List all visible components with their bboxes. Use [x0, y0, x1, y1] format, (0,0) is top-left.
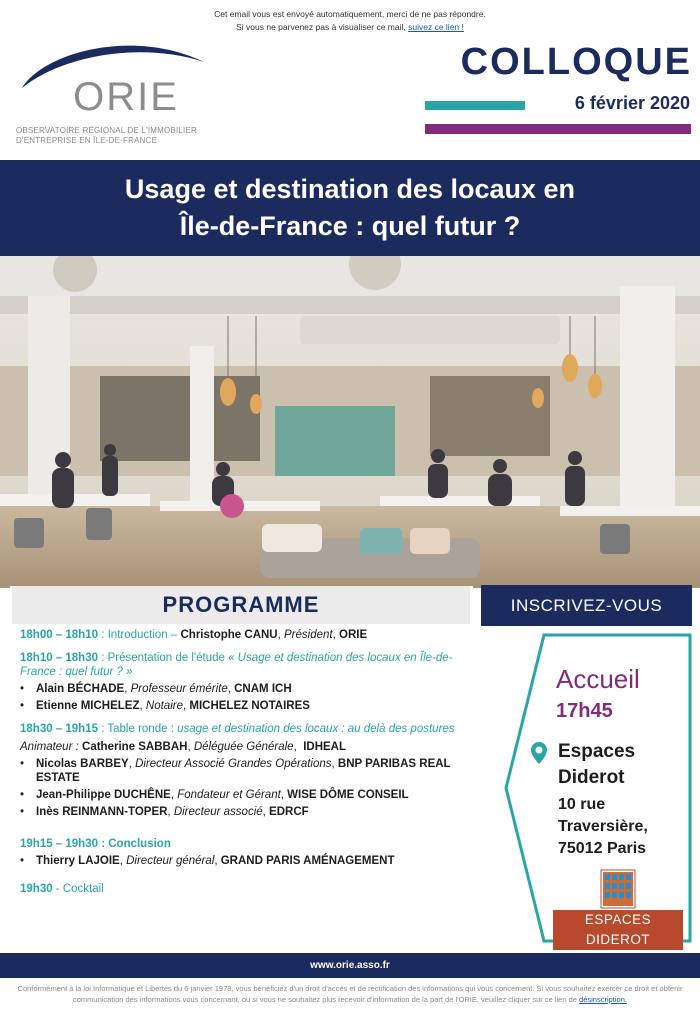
moderator-line: Animateur : Catherine SABBAH, Déléguée Générale, IDHEAL [20, 741, 346, 753]
speaker-item: • Jean-Philippe DUCHÊNE, Fondateur et Gérant, WISE DÔME CONSEIL [20, 788, 460, 802]
address-line-1: 10 rue [558, 796, 606, 813]
event-title-line-2: Île-de-France : quel futur ? [179, 211, 521, 241]
footer-band [0, 953, 700, 978]
logo-wordmark: ORIE [73, 75, 179, 119]
accueil-label: Accueil [556, 664, 640, 694]
event-title [40, 171, 660, 245]
session-conclusion [20, 837, 460, 851]
notice-line-2-text: Si vous ne parvenez pas à visualiser ce mail, [236, 22, 406, 32]
session-2-title: « Usage et destination des locaux en Île-de-France : quel futur ? » [20, 652, 453, 678]
speaker-item: • Etienne MICHELEZ, Notaire, MICHELEZ NOTAIRES [20, 699, 460, 713]
session-3-time: 18h30 – 19h15 [20, 723, 99, 735]
office-photo [0, 256, 700, 588]
speaker-item: • Nicolas BARBEY, Directeur Associé Grandes Opérations, BNP PARIBAS REAL ESTATE [20, 757, 460, 785]
event-type-title: COLLOQUE [460, 41, 692, 83]
notice-line-1: Cet email vous est envoyé automatiquement, merci de ne pas répondre. [214, 9, 486, 19]
speaker-org: CNAM ICH [234, 683, 292, 695]
speaker-name: Thierry LAJOIE [36, 855, 120, 867]
moderator-name: Catherine SABBAH [82, 741, 188, 753]
session-2-time: 18h10 – 18h30 [20, 652, 99, 664]
event-title-band [0, 160, 700, 256]
speaker-role: Directeur Associé Grandes Opérations [135, 758, 332, 770]
session-4-label: : Conclusion [98, 838, 171, 850]
venue-name [558, 739, 635, 791]
session-4-time: 19h15 – 19h30 [20, 838, 99, 850]
moderator-label: Animateur : [20, 741, 79, 753]
venue-name-line-2: Diderot [558, 767, 625, 788]
moderator-org: IDHEAL [303, 741, 346, 753]
speaker-name: Inès REINMANN-TOPER [36, 806, 168, 818]
session-cocktail [20, 882, 460, 896]
view-online-link[interactable]: suivez ce lien ! [408, 22, 464, 32]
speaker-name: Alain BÉCHADE [36, 683, 125, 695]
session-3-label: : Table ronde : [98, 723, 178, 735]
speaker-org: MICHELEZ NOTAIRES [189, 700, 310, 712]
speaker-role: Directeur associé [173, 806, 263, 818]
speaker-org: EDRCF [269, 806, 309, 818]
venue-address [558, 794, 648, 860]
session-1-role: Président [284, 629, 333, 641]
logo-tagline-2: D'ENTREPRISE EN ÎLE-DE-FRANCE [16, 136, 158, 145]
legal-notice [14, 983, 686, 1005]
logo-tagline-1: OBSERVATOIRE RÉGIONAL DE L'IMMOBILIER [16, 126, 197, 135]
session-5-time: 19h30 [20, 883, 53, 895]
speaker-item: • Thierry LAJOIE, Directeur général, GRAND PARIS AMÉNAGEMENT [20, 854, 460, 868]
session-3-title: usage et destination des locaux : au delà des postures [177, 723, 455, 735]
programme-content [20, 628, 460, 899]
legal-text: Conformément à la loi Informatique et Libertés du 6 janvier 1978, vous bénéficiez d'un droit d'accès et de rectification des informations qui vous concernent. Si vous souhaitez exercer ce droit et obtenir communication des informations vous concernant, ou si vous ne souhaitez plus recevoir d'information de la part de l'ORIE, veuillez cliquer sur ce lien de [17, 984, 683, 1004]
unsubscribe-link[interactable]: désinscription. [579, 995, 627, 1004]
accueil-time: 17h45 [556, 700, 613, 722]
speaker-name: Etienne MICHELEZ [36, 700, 140, 712]
speaker-name: Jean-Philippe DUCHÊNE [36, 789, 171, 801]
teal-accent-bar [425, 101, 525, 110]
speaker-role: Fondateur et Gérant [177, 789, 281, 801]
speaker-role: Professeur émérite [130, 683, 228, 695]
location-pin-icon [530, 741, 548, 765]
speaker-item: • Alain BÉCHADE, Professeur émérite, CNAM ICH [20, 682, 460, 696]
espaces-diderot-wordmark: ESPACES DIDEROT [553, 910, 683, 950]
venue-name-line-1: Espaces [558, 741, 636, 762]
moderator-role: Déléguée Générale [193, 741, 294, 753]
address-line-3: 75012 Paris [558, 840, 647, 857]
session-1-label: : Introduction – [98, 629, 178, 641]
speaker-org: GRAND PARIS AMÉNAGEMENT [220, 855, 395, 867]
register-button[interactable]: INSCRIVEZ-VOUS [481, 585, 692, 626]
address-line-2: Traversière, [558, 818, 648, 835]
speaker-item: • Inès REINMANN-TOPER, Directeur associé, EDRCF [20, 805, 460, 819]
session-1-speaker: Christophe CANU [180, 629, 278, 641]
session-1-time: 18h00 – 18h10 [20, 629, 99, 641]
event-date: 6 février 2020 [574, 93, 690, 113]
purple-accent-bar [425, 124, 691, 134]
programme-heading: PROGRAMME [162, 592, 320, 617]
session-2-label: : Présentation de l'étude [98, 652, 229, 664]
speaker-role: Notaire [145, 700, 183, 712]
speaker-name: Nicolas BARBEY [36, 758, 129, 770]
speaker-org: BNP PARIBAS REAL ESTATE [36, 758, 451, 784]
session-presentation [20, 651, 460, 679]
session-1-org: ORIE [339, 629, 368, 641]
speaker-role: Directeur général [126, 855, 215, 867]
website-link[interactable]: www.orie.asso.fr [310, 960, 390, 971]
session-round-table [20, 722, 460, 736]
session-introduction: 18h00 – 18h10 : Introduction – Christophe CANU, Président, ORIE [20, 629, 368, 641]
session-5-label: - Cocktail [52, 883, 104, 895]
speaker-org: WISE DÔME CONSEIL [287, 789, 409, 801]
event-title-line-1: Usage et destination des locaux en [124, 174, 576, 204]
logo-tagline [16, 126, 212, 146]
